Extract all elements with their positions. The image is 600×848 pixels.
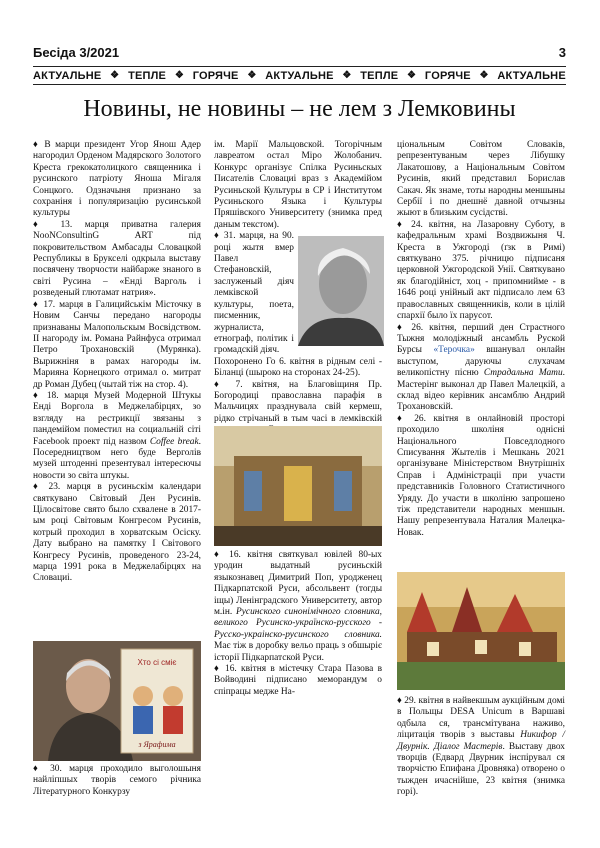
news-item: ♦ В марци президент Угор Янош Адер нагородил Орденом Мадярского Золотого Креста грекокатолицкого священника і русинского патріоту Яноша Мігаля Сонцкого. Одзначыня признано за сохраніня і популяризацію русинськой культуры bbox=[33, 140, 201, 219]
church-graphic bbox=[214, 426, 382, 546]
news-item: ♦ 26. квітня в онлайновій просторі проходило школіня однісні Національного Повседлодного Списування Жытелів і Мешкань 2021 організуване Міністерством Внутрішніх Справ і Адміністраціі при участи представників Головного Статистичного Уряду. До участи в школіню запрошено тіж представители народных меншын. Нашу репрезентувала Наталия Малецка-Новак. bbox=[397, 413, 565, 538]
news-text: ♦ 26. квітня, перший ден Страстного Тыжня молодіжный ансамбль Руской Бурсы bbox=[397, 322, 565, 356]
column-2-bottom bbox=[214, 550, 382, 698]
photo-author-graphic bbox=[33, 641, 201, 761]
news-text: вшанувал онлайн выступом, даруючы слухачам великопістну пісню bbox=[397, 345, 565, 379]
news-item: ♦ 16. квітня в містечку Стара Пазова в Войводині підписано меморандум о спіпрацы медже На- bbox=[214, 664, 382, 697]
band-word: АКТУАЛЬНЕ bbox=[497, 69, 566, 82]
band-word: ТЕПЛЕ bbox=[128, 69, 167, 82]
news-item: ♦ 13. марця приватна галерия NooNConsultinG ART під покровительством Амбасады Словацкой Республикы в Брукселі одкрыла выставу посвячену творчости найбарже знаного в світі Русина – «Енді Варголь і розведеный глютамат натрия». bbox=[33, 219, 201, 299]
band-separator: ❖ bbox=[479, 70, 489, 81]
news-item: ♦ 17. марця в Галицийськім Місточку в Новим Санчы передано нагороды признаваны Малопольскым Восвідством. ІІ нагороду ім. Романа Райнфуса отримал Петро Трохановскій (Мурянка). Вырижніня в рамах нагороды ім. Марияна Корнецкого отримал о. митрат др Роман Дубец (чытай тіж на стор. 4). bbox=[33, 299, 201, 390]
section-band bbox=[33, 66, 566, 85]
news-item bbox=[397, 696, 565, 799]
news-item-cont: Похоронено Го 6. квітня в рідным селі - Біланці (шырoко на сторонах 24-25). bbox=[214, 356, 382, 379]
portrait-graphic bbox=[298, 236, 384, 346]
column-3-bottom bbox=[397, 696, 565, 799]
news-item-narrow: ♦ 31. марця, на 90. році жытя вмер Павел Стефановскій, заслуженый діяч лемківской культуры, поета, писменник, журналиста, етнограф, політик і громадскій діяч. bbox=[214, 231, 294, 356]
news-item: ціональным Совітом Словаків, репрезентуваным через Лібушку Лакатошову, а Національным Совітом Русинів, який представил Борислав Сакач. Як знаме, тоты народны меншыны Сербії і по днешнё давной отчызны жыют в близьким сусідстві. bbox=[397, 140, 565, 219]
news-item: ♦ 30. марця проходило выголошыня найліпшых творів семого річника Літературного Конкурзу bbox=[33, 764, 201, 797]
news-item: ♦ 24. квітня, на Лазаровну Суботу, в кафедральным храмі Воздвижыня Ч. Креста в Ужгороді (ґзк в Римі) святкувано 375. річницю підписаня церковной Ужгородской Унії. Святкувано як благодійніст, хоц - припомнийме - в 1646 році унійный акт підписало лем 63 православных священників, коли в цілій спархії было їх парусот. bbox=[397, 219, 565, 322]
ensemble-name: «Терочка» bbox=[433, 345, 475, 356]
news-text: Має тіж в доробку вельо праць з обшыріє історії Підкарпатской Руси. bbox=[214, 641, 382, 663]
news-item: ♦ 7. квітня, на Благовіщиня Пр. Богородиці православна парафія в Мальчицях празднувала свій кермеш, рідко стрічаный в тым часі в лемківскій bbox=[214, 379, 382, 424]
photo-painting-exhibition bbox=[397, 572, 565, 690]
article-title: Новины, не новины – не лем з Лемковины bbox=[83, 96, 516, 122]
page-number: 3 bbox=[558, 45, 566, 60]
band-word: АКТУАЛЬНЕ bbox=[265, 69, 334, 82]
news-item: ім. Марії Мальцовской. Тогорічным лавреатом остал Міро Жолобанич. Конкурс організує Спілка Русиньскых Писателів Словациі враз з Академійом Русиньской Культуры в СР і Институтом Русиньского Языка і Культуры Пряшівского Университету (знимка пред даным текстом). bbox=[214, 140, 382, 230]
photo-church-interior bbox=[214, 426, 382, 546]
issue-label: Бесіда 3/2021 bbox=[33, 45, 120, 60]
band-separator: ❖ bbox=[174, 70, 184, 81]
band-separator: ❖ bbox=[247, 70, 257, 81]
news-text: . Выставу двох творців (Едвард Двурник інспірувал ся творчістю Епифана Дровняка) отворено о тыжден ичаснійше, 23 квітня (знимка горі). bbox=[397, 741, 565, 798]
news-text: . Мастерінг выконал др Павел Малецкій, а склад відео керівник ансамблю Андрий Трохановскій. bbox=[397, 368, 565, 413]
news-text-italic: Coffee break bbox=[149, 436, 199, 447]
news-item bbox=[33, 391, 201, 482]
photo-author-with-book bbox=[33, 641, 201, 761]
news-item bbox=[214, 550, 382, 664]
news-text-italic: Русинского синонімічного словника, великого Русинско-українско-русского - Русско-украінско-русинского словника. bbox=[214, 607, 382, 640]
news-text-italic: Страдальна Мати bbox=[483, 368, 563, 379]
news-item: ♦ 23. марця в русиньскім календари святкувано Світовый Ден Русинів. Цілосвітове свято было схвалене в 2017-ым році Світовым Конгресом Русинів, котрый проходил в хорватскым Осіску. Дату выбрано на памятку І Світового Конгресу Русинів, проведеного 23-24, марца 1991 рока в Меджелабірцях на Словациі. bbox=[33, 482, 201, 584]
painting-graphic bbox=[397, 572, 565, 690]
band-separator: ❖ bbox=[342, 70, 352, 81]
band-word: ГОРЯЧЕ bbox=[424, 69, 471, 82]
book-title: Хто сі сміє bbox=[137, 658, 177, 667]
band-word: ГОРЯЧЕ bbox=[192, 69, 239, 82]
photo-portrait bbox=[298, 236, 384, 346]
news-text: ♦ 29. квітня в найвекшым аукційным домі в Польщы DESA Unicum в Варшаві одбыла ся, трансмітувана наживо, ліцитація творів з выставы bbox=[397, 696, 565, 741]
column-3 bbox=[397, 140, 565, 539]
band-separator: ❖ bbox=[407, 70, 417, 81]
column-1 bbox=[33, 140, 201, 585]
band-word: ТЕПЛЕ bbox=[360, 69, 399, 82]
news-text: . Посередництвом него буде Верголів музей штоденні презентувал інтересючы новости зо світа штукы. bbox=[33, 436, 201, 481]
band-separator: ❖ bbox=[110, 70, 120, 81]
news-text-italic: Никифор / Двурнік. Діалог Мастерів bbox=[397, 730, 565, 752]
book-subtitle: з Ярафима bbox=[138, 740, 176, 749]
news-text: ♦ 16. квітня святкувал ювілей 80-ых уродин выдатный русиньскій языкознавец Димитрий Поп, уродженец Підкарпатской Руси, абсольвент (тогды іщы) Ленінградского Университету, автор м.ін. bbox=[214, 550, 382, 618]
news-text: ♦ 18. марця Музей Модерной Штукы Енді Воргола в Меджелабірцях, зо взгляду на рестрикції звязаны з пандемійом поместил на социальній сіті Facebook проект під назвом bbox=[33, 390, 201, 447]
news-item bbox=[397, 323, 565, 414]
column-1-bottom bbox=[33, 764, 201, 798]
band-word: АКТУАЛЬНЕ bbox=[33, 69, 102, 82]
